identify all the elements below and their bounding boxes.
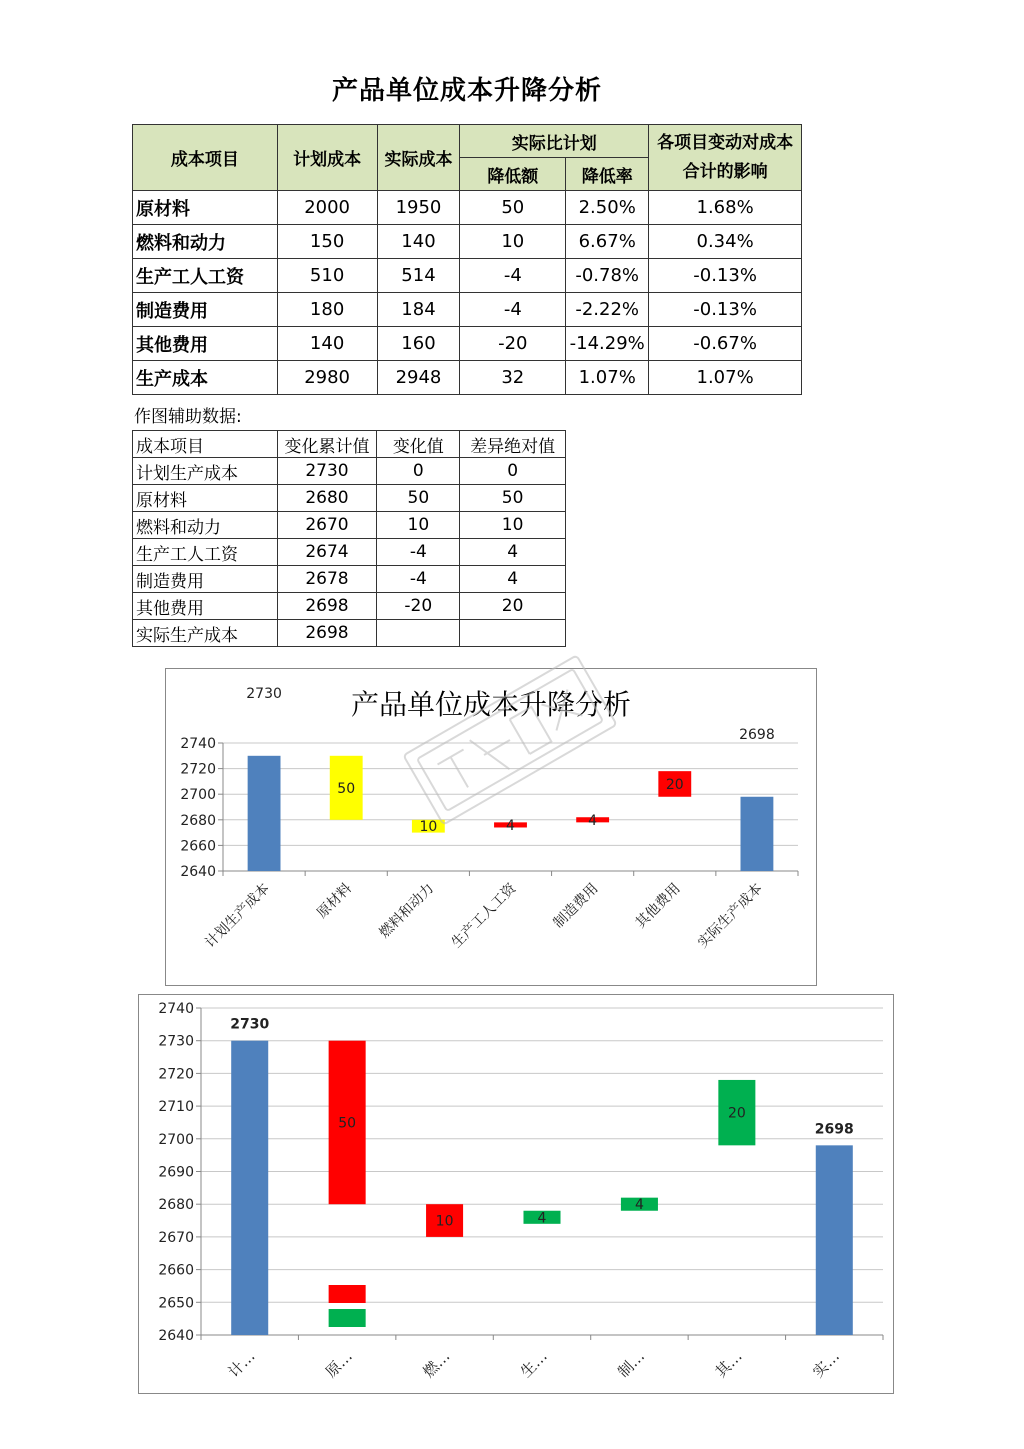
y-tick-label: 2740 bbox=[180, 736, 216, 752]
cell-change: 0 bbox=[377, 458, 460, 485]
bar-outside-label: 2698 bbox=[814, 1121, 854, 1138]
cell-actual: 160 bbox=[377, 327, 460, 361]
cell-actual: 140 bbox=[377, 225, 460, 259]
table-row bbox=[133, 458, 566, 485]
category-label: 实际生产成本 bbox=[695, 880, 766, 952]
bar bbox=[231, 1041, 268, 1335]
aux-data-table bbox=[132, 430, 566, 647]
cell-abs: 50 bbox=[460, 485, 566, 512]
category-label: 计… bbox=[224, 1347, 259, 1382]
cell-impact: -0.13% bbox=[649, 259, 802, 293]
cell-abs: 4 bbox=[460, 539, 566, 566]
bar-label: 20 bbox=[727, 1105, 746, 1122]
cell-reduce-amount: 32 bbox=[460, 361, 566, 395]
cell-abs bbox=[460, 620, 566, 647]
y-tick-label: 2700 bbox=[158, 1131, 194, 1148]
cell-item: 原材料 bbox=[133, 191, 278, 225]
aux-header-row bbox=[133, 431, 566, 458]
cell-plan: 140 bbox=[277, 327, 377, 361]
cell-change: 50 bbox=[377, 485, 460, 512]
table-row bbox=[133, 539, 566, 566]
cell-reduce-rate: 2.50% bbox=[566, 191, 649, 225]
cell-item: 实际生产成本 bbox=[133, 620, 278, 647]
cell-abs: 4 bbox=[460, 566, 566, 593]
cell-item: 其他费用 bbox=[133, 593, 278, 620]
cell-item: 制造费用 bbox=[133, 293, 278, 327]
cell-change: -4 bbox=[377, 566, 460, 593]
cell-change: -20 bbox=[377, 593, 460, 620]
table-row bbox=[133, 620, 566, 647]
y-tick-label: 2730 bbox=[158, 1033, 194, 1050]
cell-change: -4 bbox=[377, 539, 460, 566]
header-impact: 各项目变动对成本合计的影响 bbox=[649, 125, 802, 191]
category-label: 制造费用 bbox=[550, 880, 602, 932]
category-label: 燃… bbox=[419, 1347, 454, 1382]
cell-abs: 0 bbox=[460, 458, 566, 485]
cell-impact: -0.13% bbox=[649, 293, 802, 327]
cell-change bbox=[377, 620, 460, 647]
table-row bbox=[133, 566, 566, 593]
bar-label: 4 bbox=[634, 1197, 644, 1214]
table-row bbox=[133, 512, 566, 539]
cell-item: 原材料 bbox=[133, 485, 278, 512]
cell-plan: 510 bbox=[277, 259, 377, 293]
y-tick-label: 2640 bbox=[158, 1328, 194, 1344]
cell-plan: 180 bbox=[277, 293, 377, 327]
cell-abs: 20 bbox=[460, 593, 566, 620]
header-reduce-rate: 降低率 bbox=[566, 158, 649, 191]
cell-reduce-rate: 6.67% bbox=[566, 225, 649, 259]
y-tick-label: 2680 bbox=[180, 812, 216, 829]
bar-label: 50 bbox=[338, 1115, 357, 1132]
cell-cumulative: 2678 bbox=[277, 566, 377, 593]
waterfall-chart-2 bbox=[138, 994, 894, 1394]
cell-reduce-amount: -20 bbox=[460, 327, 566, 361]
cell-item: 燃料和动力 bbox=[133, 512, 278, 539]
bar-outside-label: 2730 bbox=[246, 685, 282, 702]
cell-change: 10 bbox=[377, 512, 460, 539]
cell-actual: 1950 bbox=[377, 191, 460, 225]
cell-impact: -0.67% bbox=[649, 327, 802, 361]
cell-plan: 2980 bbox=[277, 361, 377, 395]
cell-actual: 514 bbox=[377, 259, 460, 293]
table-row bbox=[133, 225, 802, 259]
y-tick-label: 2660 bbox=[180, 838, 216, 855]
cell-item: 制造费用 bbox=[133, 566, 278, 593]
cell-reduce-amount: 10 bbox=[460, 225, 566, 259]
cell-reduce-rate: -2.22% bbox=[566, 293, 649, 327]
cell-item: 生产成本 bbox=[133, 361, 278, 395]
cell-reduce-amount: 50 bbox=[460, 191, 566, 225]
table-row bbox=[133, 485, 566, 512]
y-tick-label: 2720 bbox=[158, 1066, 194, 1083]
cell-impact: 1.68% bbox=[649, 191, 802, 225]
bar-outside-label: 2730 bbox=[230, 1016, 270, 1033]
waterfall-chart-1 bbox=[165, 668, 817, 986]
bar-label: 10 bbox=[435, 1213, 454, 1230]
header-compare: 实际比计划 bbox=[460, 125, 649, 158]
aux-data-label: 作图辅助数据: bbox=[134, 407, 242, 427]
cell-item: 其他费用 bbox=[133, 327, 278, 361]
bar bbox=[248, 756, 281, 871]
page-title: 产品单位成本升降分析 bbox=[331, 76, 602, 106]
category-label: 计划生产成本 bbox=[202, 880, 273, 952]
cell-reduce-rate: -14.29% bbox=[566, 327, 649, 361]
category-label: 原… bbox=[322, 1347, 356, 1382]
cell-cumulative: 2698 bbox=[277, 593, 377, 620]
cell-cumulative: 2674 bbox=[277, 539, 377, 566]
header-actual: 实际成本 bbox=[377, 125, 460, 191]
y-tick-label: 2680 bbox=[158, 1197, 194, 1214]
cell-cumulative: 2680 bbox=[277, 485, 377, 512]
cell-cumulative: 2730 bbox=[277, 458, 377, 485]
y-tick-label: 2690 bbox=[158, 1164, 194, 1181]
cell-plan: 2000 bbox=[277, 191, 377, 225]
y-tick-label: 2710 bbox=[158, 1099, 194, 1116]
category-label: 实… bbox=[809, 1347, 844, 1382]
cell-reduce-amount: -4 bbox=[460, 293, 566, 327]
cell-cumulative: 2670 bbox=[277, 512, 377, 539]
bar bbox=[816, 1145, 853, 1335]
category-label: 生产工人工资 bbox=[448, 880, 520, 952]
bar-label: 4 bbox=[588, 812, 598, 829]
cell-impact: 0.34% bbox=[649, 225, 802, 259]
cell-abs: 10 bbox=[460, 512, 566, 539]
table-row bbox=[133, 191, 802, 225]
table-row bbox=[133, 593, 566, 620]
aux-header-item: 成本项目 bbox=[133, 431, 278, 458]
aux-header-cumulative: 变化累计值 bbox=[277, 431, 377, 458]
cell-reduce-rate: -0.78% bbox=[566, 259, 649, 293]
bar bbox=[741, 797, 774, 871]
bar-label: 20 bbox=[665, 776, 684, 793]
table-row bbox=[133, 259, 802, 293]
bar-label: 4 bbox=[506, 817, 515, 834]
header-plan: 计划成本 bbox=[277, 125, 377, 191]
header-reduce-amount: 降低额 bbox=[460, 158, 566, 191]
category-label: 燃料和动力 bbox=[376, 880, 438, 942]
chart-title: 产品单位成本升降分析 bbox=[350, 688, 631, 721]
y-tick-label: 2720 bbox=[180, 761, 216, 778]
cell-actual: 184 bbox=[377, 293, 460, 327]
aux-header-change: 变化值 bbox=[377, 431, 460, 458]
cell-reduce-rate: 1.07% bbox=[566, 361, 649, 395]
y-tick-label: 2700 bbox=[180, 787, 216, 804]
cell-item: 生产工人工资 bbox=[133, 259, 278, 293]
aux-header-abs: 差异绝对值 bbox=[460, 431, 566, 458]
category-label: 制… bbox=[614, 1347, 649, 1382]
header-item: 成本项目 bbox=[133, 125, 278, 191]
cell-cumulative: 2698 bbox=[277, 620, 377, 647]
cell-plan: 150 bbox=[277, 225, 377, 259]
cell-item: 燃料和动力 bbox=[133, 225, 278, 259]
y-tick-label: 2670 bbox=[158, 1229, 194, 1246]
cell-item: 生产工人工资 bbox=[133, 539, 278, 566]
cell-impact: 1.07% bbox=[649, 361, 802, 395]
cell-actual: 2948 bbox=[377, 361, 460, 395]
cell-reduce-amount: -4 bbox=[460, 259, 566, 293]
bar-label: 4 bbox=[537, 1210, 547, 1227]
category-label: 其… bbox=[711, 1347, 746, 1382]
table-row bbox=[133, 327, 802, 361]
cost-analysis-table bbox=[132, 124, 802, 395]
cell-item: 计划生产成本 bbox=[133, 458, 278, 485]
waterfall-chart-2-plot bbox=[139, 995, 893, 1393]
category-label: 生… bbox=[516, 1347, 551, 1382]
bar-label: 10 bbox=[419, 819, 438, 836]
bar-label: 50 bbox=[337, 780, 356, 797]
category-label: 原材料 bbox=[314, 880, 356, 922]
y-tick-label: 2650 bbox=[158, 1295, 194, 1312]
y-tick-label: 2660 bbox=[158, 1262, 194, 1279]
legend-swatch bbox=[329, 1309, 366, 1327]
y-tick-label: 2740 bbox=[158, 1001, 194, 1017]
y-tick-label: 2640 bbox=[180, 864, 216, 880]
bar-outside-label: 2698 bbox=[739, 726, 775, 743]
legend-swatch bbox=[329, 1285, 366, 1303]
table-row bbox=[133, 361, 802, 395]
table-row bbox=[133, 293, 802, 327]
category-label: 其他费用 bbox=[632, 880, 684, 932]
